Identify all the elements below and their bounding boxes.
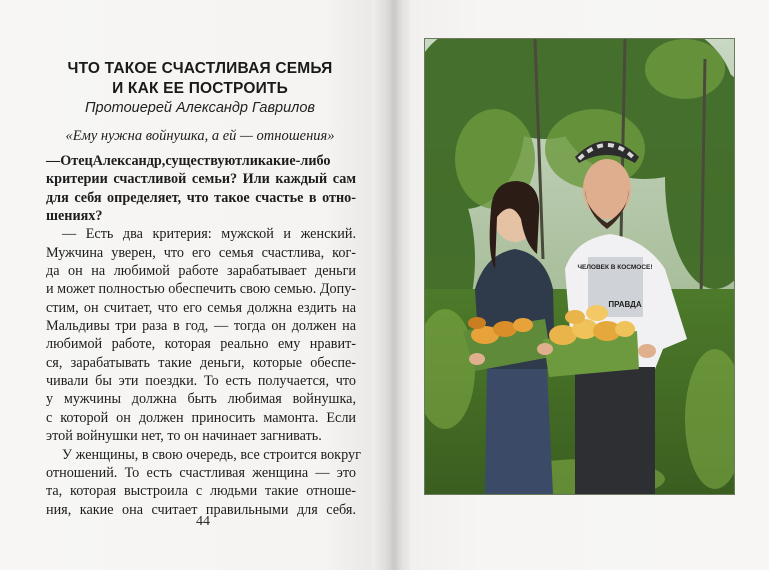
tshirt-print-line2: ПРАВДА bbox=[608, 300, 642, 309]
page-number: 44 bbox=[196, 514, 210, 529]
paragraph-line: отношений. То есть счастливая женщина — это bbox=[46, 465, 356, 481]
answer-line: с которой он должен приносить мамонта. Если bbox=[46, 410, 356, 426]
answer-line: Мальдивы три раза в год, — тогда он должен на bbox=[46, 318, 356, 334]
answer-line: стим, он считает, что его семья должна ездить на bbox=[46, 300, 356, 316]
answer-line: этой войнушки нет, то он начинает загнивать. bbox=[46, 428, 322, 444]
answer-line: и может полностью обеспечить свою семью. Допу- bbox=[46, 281, 357, 297]
answer-line: чивали бы эти поездки. То есть получается, что bbox=[46, 373, 356, 389]
answer-line: у мужчины должна быть любимая войнушка, bbox=[46, 391, 356, 407]
paragraph-line: та, которая выстроила с людьми такие отноше- bbox=[46, 483, 356, 499]
epigraph: «Ему нужна войнушка, а ей — отношения» bbox=[65, 128, 335, 144]
article-author: Протоиерей Александр Гаврилов bbox=[85, 100, 315, 116]
article-title-line1: ЧТО ТАКОЕ СЧАСТЛИВАЯ СЕМЬЯ bbox=[67, 60, 333, 77]
tshirt-print-line1: ЧЕЛОВЕК В КОСМОСЕ! bbox=[577, 264, 653, 271]
answer-line: — Есть два критерия: мужской и женский. bbox=[62, 226, 356, 242]
paragraph-line: У женщины, в свою очередь, все строится вокруг bbox=[62, 447, 361, 463]
answer-line: Мужчина уверен, что его семья счастлива, ког- bbox=[46, 245, 356, 261]
question-line: —ОтецАлександр,существуютликакие-либо bbox=[46, 153, 331, 169]
answer-line: любимой работе, которая реально ему нравит- bbox=[46, 336, 356, 352]
article-title-line2: И КАК ЕЕ ПОСТРОИТЬ bbox=[112, 80, 288, 97]
question-line: для себя определяет, что такое счастье в отно- bbox=[46, 190, 356, 206]
question-line: критерии счастливой семьи? Или каждый сам bbox=[46, 171, 356, 187]
question-line: шениях? bbox=[46, 208, 103, 224]
answer-line: ся, зарабатывать такие деньги, которые обеспе- bbox=[46, 355, 356, 371]
paragraph-line: ния, какие она считает правильными для себя. bbox=[46, 502, 356, 518]
photo-couple-with-mushrooms bbox=[425, 39, 734, 494]
answer-line: да он на любимой работе зарабатывает деньги bbox=[46, 263, 356, 279]
